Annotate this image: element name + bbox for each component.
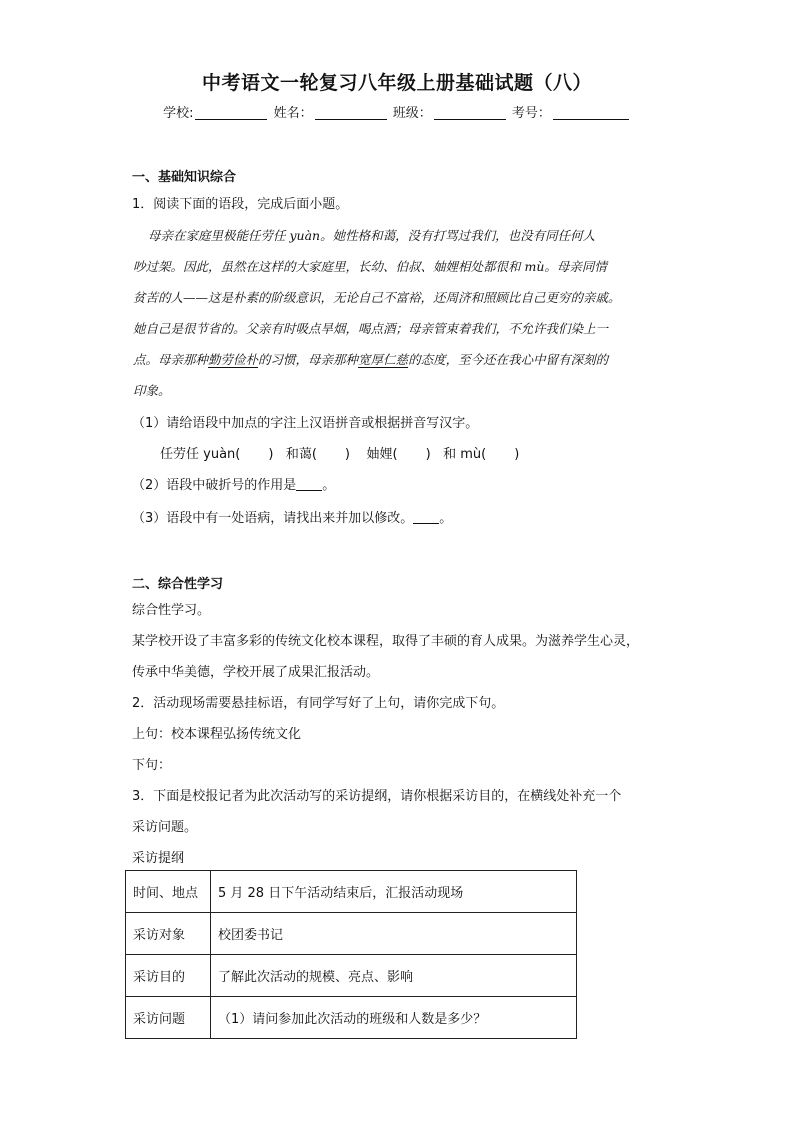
table-row <box>126 871 577 913</box>
paren-close: ) <box>514 447 520 462</box>
paren-close: ) <box>425 447 431 462</box>
question-2: 2．活动现场需要悬挂标语，有同学写好了上句，请你完成下句。 <box>132 696 505 711</box>
table-key: 采访目的 <box>126 955 211 997</box>
table-row <box>126 913 577 955</box>
table-value: 了解此次活动的规模、亮点、影响 <box>211 955 577 997</box>
sub-question-1: （1）请给语段中加点的字注上汉语拼音或根据拼音写汉字。 <box>132 416 479 431</box>
passage-line-1: 母亲在家庭里极能任劳任 yuàn。她性格和蔼，没有打骂过我们，也没有同任何人 <box>148 228 596 243</box>
question-1: 1．阅读下面的语段，完成后面小题。 <box>132 197 349 212</box>
passage-line-5 <box>133 350 663 368</box>
section2-heading: 二、综合性学习 <box>132 577 224 592</box>
passage-line-3: 贫苦的人——这是朴素的阶级意识，无论自己不富裕，还周济和照顾比自己更穷的亲戚。 <box>133 290 621 305</box>
passage-line-4: 她自己是很节省的。父亲有时吸点旱烟，喝点酒；母亲管束着我们，不允许我们染上一 <box>133 321 609 336</box>
table-value: 校团委书记 <box>211 913 577 955</box>
table-row <box>126 955 577 997</box>
answer-blank[interactable] <box>413 511 439 524</box>
sub-question-2-text: （2）语段中破折号的作用是 <box>132 478 297 493</box>
question-3-cont: 采访问题。 <box>132 820 198 835</box>
lower-couplet: 下句： <box>132 758 172 773</box>
underlined-phrase: 宽厚仁慈 <box>358 352 409 367</box>
period: 。 <box>439 511 453 526</box>
upper-couplet: 上句：校本课程弘扬传统文化 <box>132 727 302 742</box>
pinyin-line <box>160 443 519 462</box>
underlined-phrase: 勤劳俭朴 <box>208 352 259 367</box>
name-label: 姓名： <box>273 106 313 121</box>
class-label: 班级： <box>392 106 432 121</box>
outline-title: 采访提纲 <box>132 851 185 866</box>
question-3: 3．下面是校报记者为此次活动写的采访提纲，请你根据采访目的，在横线处补充一个 <box>132 789 622 804</box>
table-value: （1）请问参加此次活动的班级和人数是多少？ <box>211 997 577 1039</box>
student-info-line <box>0 102 794 121</box>
section2-intro: 综合性学习。 <box>132 603 211 618</box>
sub-question-3-text: （3）语段中有一处语病，请找出来并加以修改。 <box>132 511 414 526</box>
pinyin-item: 妯娌( <box>366 447 398 462</box>
period: 。 <box>322 478 336 493</box>
section1-heading: 一、基础知识综合 <box>132 170 237 185</box>
sub-question-3 <box>132 507 452 526</box>
number-blank[interactable] <box>553 105 629 120</box>
school-label: 学校: <box>163 106 194 121</box>
paren-close: ) <box>268 447 274 462</box>
passage-text: 点。母亲那种 <box>133 352 209 367</box>
pinyin-item: 和 mù( <box>443 447 487 462</box>
pinyin-item: 和蔼( <box>285 447 317 462</box>
interview-outline-table <box>125 870 577 1039</box>
paren-close: ) <box>344 447 350 462</box>
table-value: 5 月 28 日下午活动结束后，汇报活动现场 <box>211 871 577 913</box>
section2-text-line: 某学校开设了丰富多彩的传统文化校本课程，取得了丰硕的育人成果。为滋养学生心灵， <box>132 634 640 649</box>
answer-blank[interactable] <box>296 478 322 491</box>
sub-question-2 <box>132 474 335 493</box>
section2-text-line: 传承中华美德，学校开展了成果汇报活动。 <box>132 665 380 680</box>
number-label: 考号： <box>511 106 551 121</box>
table-key: 时间、地点 <box>126 871 211 913</box>
class-blank[interactable] <box>434 105 506 120</box>
school-blank[interactable] <box>195 105 267 120</box>
passage-line-2: 吵过架。因此，虽然在这样的大家庭里，长幼、伯叔、妯娌相处都很和 mù。母亲同情 <box>133 259 607 274</box>
passage-text: 的习惯，母亲那种 <box>258 352 359 367</box>
name-blank[interactable] <box>315 105 387 120</box>
passage-text: 的态度，至今还在我心中留有深刻的 <box>408 352 609 367</box>
table-row <box>126 997 577 1039</box>
table-key: 采访对象 <box>126 913 211 955</box>
table-key: 采访问题 <box>126 997 211 1039</box>
passage-line-6: 印象。 <box>133 383 171 398</box>
page-title: 中考语文一轮复习八年级上册基础试题（八） <box>201 72 592 94</box>
pinyin-item: 任劳任 yuàn( <box>160 447 241 462</box>
